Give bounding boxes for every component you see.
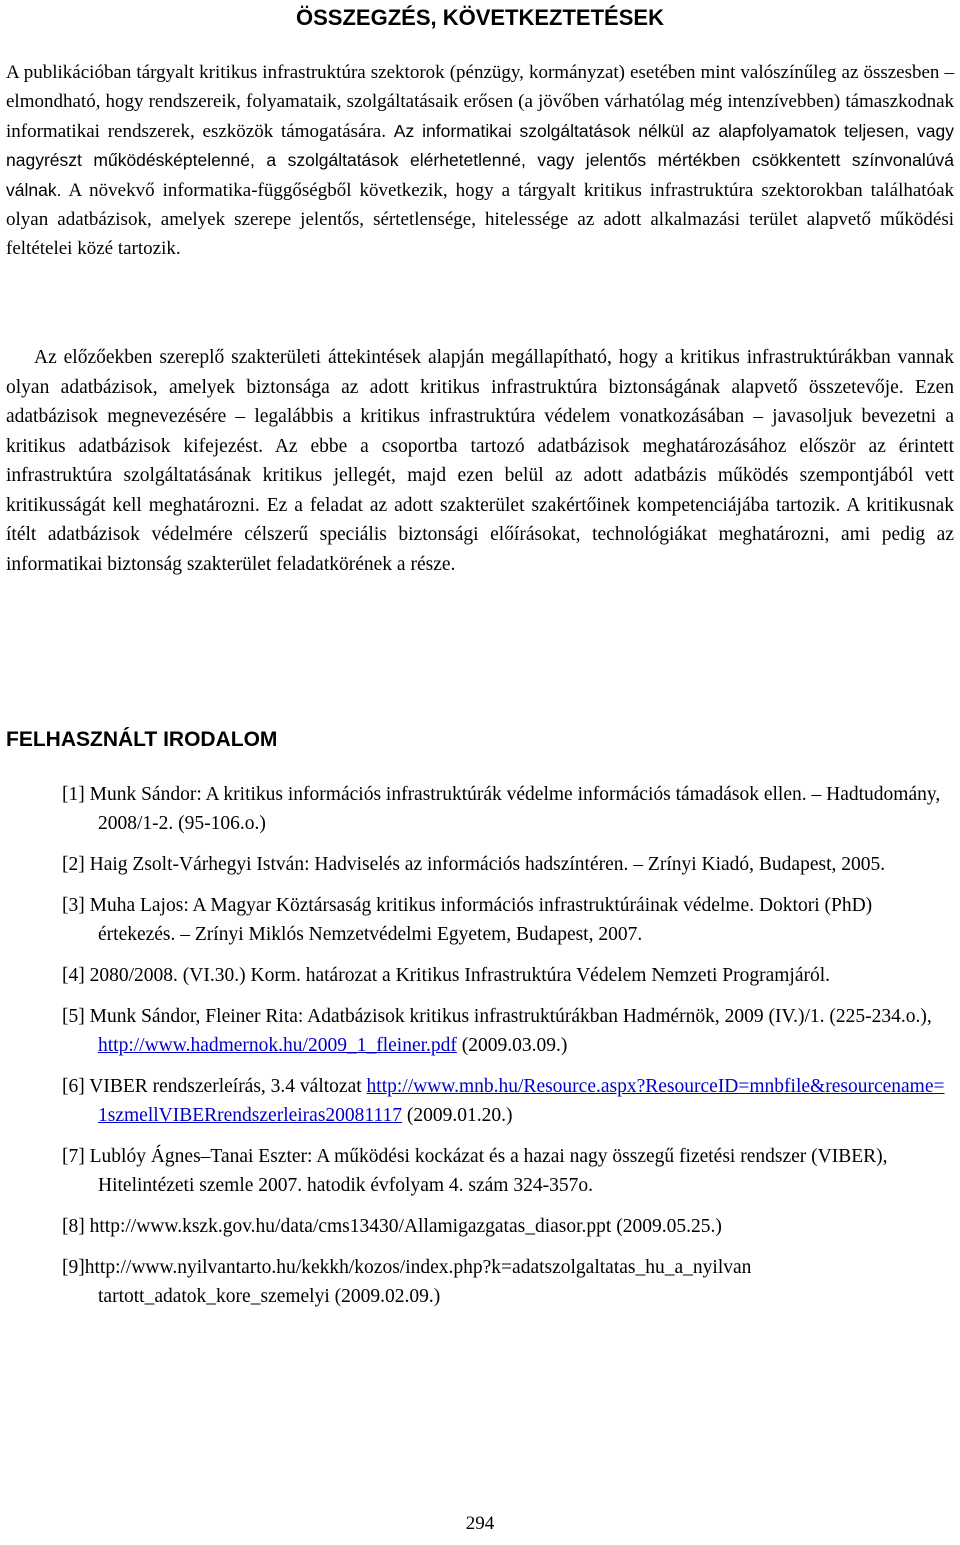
reference-item: [9]http://www.nyilvantarto.hu/kekkh/kozos/index.php?k=adatszolgaltatas_hu_a_nyilvan tartott_adatok_kore_szemelyi (2009.02.09.): [62, 1257, 752, 1307]
reference-item: [2] Haig Zsolt-Várhegyi István: Hadviselés az információs hadszíntéren. – Zrínyi Kiadó, Budapest, 2005.: [62, 854, 886, 875]
page-number: 294: [465, 1513, 495, 1534]
summary-text-1: A publikációban tárgyalt kritikus infrastruktúra szektorok (pénzügy, kormányzat) esetében mint valószínűleg az összesben – elmondható, hogy rendszereik, folyamataik, szolgáltatásaik erősen (a jövőben várhatólag még intenzívebben) támaszkodnak informatikai rendszerek, eszközök támogatására.: [6, 62, 954, 142]
references-list: [62, 780, 954, 1323]
references-heading: FELHASZNÁLT IRODALOM: [6, 728, 278, 751]
reference-item: [6] VIBER rendszerleírás, 3.4 változat http://www.mnb.hu/Resource.aspx?ResourceID=mnbfile&resourcename=1szmellVIBERrendszerleiras20081117 (2009.01.20.): [62, 1076, 945, 1126]
reference-item: [4] 2080/2008. (VI.30.) Korm. határozat a Kritikus Infrastruktúra Védelem Nemzeti Programjáról.: [62, 965, 831, 986]
summary-paragraph: [6, 58, 954, 264]
reference-link[interactable]: http://www.mnb.hu/Resource.aspx?ResourceID=mnbfile&resourcename=1szmellVIBERrendszerleiras20081117: [98, 1076, 945, 1126]
summary-text-2: Az informatikai szolgáltatások nélkül az alapfolyamatok teljesen, vagy nagyrészt működésképtelenné, a szolgáltatások elérhetetlenné, vagy jelentős mértékben csökkentett színvonalúvá válnak.: [6, 120, 954, 200]
conclusion-paragraph: Az előzőekben szereplő szakterületi áttekintések alapján megállapítható, hogy a kritikus infrastruktúrákban vannak olyan adatbázisok, amelyek biztonsága az adott kritikus infrastruktúra biztonságának alapvető összetevője. Ezen adatbázisok megnevezésére – legalábbis a kritikus infrastruktúra védelem vonatkozásában – javasoljuk bevezetni a kritikus adatbázisok kifejezést. Az ebbe a csoportba tartozó adatbázisok meghatározásához először az érintett infrastruktúra szolgáltatásának kritikus jellegét, majd ezen belül az adott adatbázis működés szempontjából vett kritikusságát kell meghatározni. Ez a feladat az adott szakterület szakértőinek kompetenciájába tartozik. A kritikusnak ítélt adatbázisok védelmére célszerű speciális biztonsági előírásokat, technológiákat meghatározni, ami pedig az informatikai biztonság szakterület feladatkörének a része.: [6, 347, 954, 575]
summary-text-3: A növekvő informatika-függőségből következik, hogy a tárgyalt kritikus infrastruktúra szektorokban találhatóak olyan adatbázisok, amelyek szerepe jelentős, sértetlensége, hitelessége az adott alkalmazási terület alapvető működési feltételei közé tartozik.: [6, 179, 955, 260]
reference-link[interactable]: http://www.hadmernok.hu/2009_1_fleiner.pdf: [98, 1035, 457, 1056]
reference-item: [8] http://www.kszk.gov.hu/data/cms13430/Allamigazgatas_diasor.ppt (2009.05.25.): [62, 1216, 722, 1237]
reference-item: [7] Lublóy Ágnes–Tanai Eszter: A működési kockázat és a hazai nagy összegű fizetési rendszer (VIBER), Hitelintézeti szemle 2007. hatodik évfolyam 4. szám 324-357o.: [62, 1146, 888, 1196]
reference-item: [5] Munk Sándor, Fleiner Rita: Adatbázisok kritikus infrastruktúrákban Hadmérnök, 2009 (IV.)/1. (225-234.o.), http://www.hadmernok.hu/2009_1_fleiner.pdf (2009.03.09.): [62, 1006, 932, 1056]
reference-item: [3] Muha Lajos: A Magyar Köztársaság kritikus információs infrastruktúráinak védelme. Doktori (PhD) értekezés. – Zrínyi Miklós Nemzetvédelmi Egyetem, Budapest, 2007.: [62, 895, 873, 945]
section-title: ÖSSZEGZÉS, KÖVETKEZTETÉSEK: [296, 5, 664, 30]
reference-item: [1] Munk Sándor: A kritikus információs infrastruktúrák védelme információs támadások ellen. – Hadtudomány, 2008/1-2. (95-106.o.): [62, 784, 941, 834]
